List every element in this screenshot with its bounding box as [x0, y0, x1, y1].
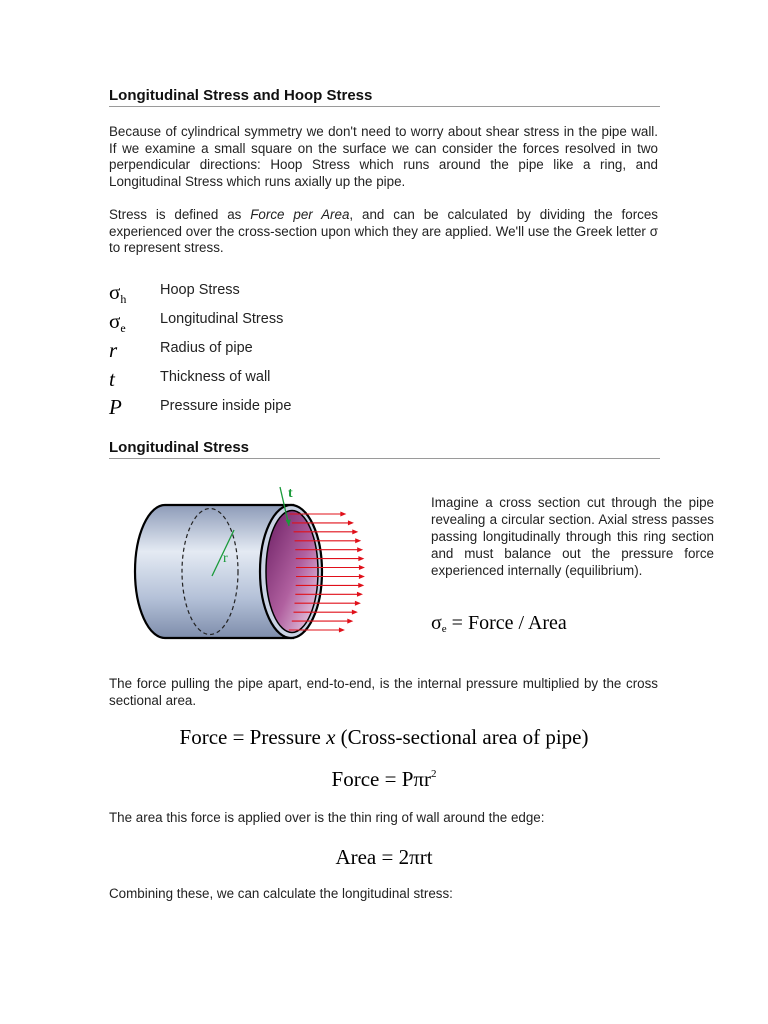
- pressure-arrowhead: [358, 556, 364, 561]
- symbol-label-longitudinal: Longitudinal Stress: [160, 311, 284, 327]
- symbol-label-hoop: Hoop Stress: [160, 282, 240, 298]
- definition-emphasis: Force per Area: [250, 207, 350, 222]
- symbol-label-thickness: Thickness of wall: [160, 369, 271, 385]
- stress-definition-paragraph: [109, 207, 658, 257]
- equation-force-pressure: Force = Pressure x (Cross-sectional area of pipe): [179, 725, 589, 749]
- pressure-arrowhead: [352, 529, 358, 534]
- equation-force-pi-r-squared: Force = Pπr$^2$: [331, 767, 437, 791]
- pressure-arrowhead: [340, 512, 346, 517]
- area-explanation-paragraph: The area this force is applied over is the thin ring of wall around the edge:: [109, 810, 545, 825]
- pressure-arrowhead: [355, 538, 361, 543]
- symbol-label-radius: Radius of pipe: [160, 340, 253, 356]
- section-heading-stress: Longitudinal Stress and Hoop Stress: [109, 87, 660, 107]
- force-explanation-paragraph: The force pulling the pipe apart, end-to-end, is the internal pressure multiplied by the cross sectional area.: [109, 676, 658, 708]
- pressure-arrowhead: [352, 610, 358, 615]
- pressure-arrowhead: [357, 547, 363, 552]
- definition-text-before: Stress is defined as: [109, 207, 251, 222]
- symbol-sigma-e: $\sigma_e$: [109, 309, 126, 335]
- intro-paragraph: Because of cylindrical symmetry we don't need to worry about shear stress in the pipe wall. If we examine a small square on the surface we can consider the forces resolved in two perpendicular directions: Hoop Stress which runs around the pipe like a ring, and Longitudinal Stress which runs axially up the pipe.: [109, 124, 658, 189]
- equation-area: Area = 2πrt: [335, 845, 433, 869]
- section-heading-longitudinal: Longitudinal Stress: [109, 439, 660, 459]
- symbol-t: t: [109, 367, 115, 391]
- label-t: t: [288, 486, 293, 501]
- combining-paragraph: Combining these, we can calculate the longitudinal stress:: [109, 886, 453, 901]
- symbol-label-pressure: Pressure inside pipe: [160, 398, 292, 414]
- label-r: r: [223, 551, 228, 566]
- cross-section-explanation: Imagine a cross section cut through the pipe revealing a circular section. Axial stress passes passing longitudinally through this ring section and must balance out the pressure force experienced internally (equilibrium).: [431, 495, 714, 578]
- symbol-sigma-h: $\sigma_h$: [109, 280, 127, 306]
- definition-text-after: , and can be calculated by dividing the forces experienced over the cross-section upon which they are applied. We'll use the Greek letter σ to represent stress.: [109, 207, 658, 256]
- pressure-arrowhead: [355, 601, 361, 606]
- pressure-arrowhead: [358, 583, 364, 588]
- pressure-arrowhead: [359, 574, 365, 579]
- symbol-p: P: [109, 395, 122, 419]
- pipe-end-ring: [260, 505, 322, 638]
- pipe-cross-section-diagram: [115, 478, 385, 648]
- pressure-arrowhead: [359, 565, 365, 570]
- pressure-arrowhead: [347, 619, 353, 624]
- symbol-r: r: [109, 338, 118, 362]
- pressure-arrowhead: [357, 592, 363, 597]
- pressure-arrowhead: [339, 628, 345, 633]
- pressure-arrowhead: [348, 520, 354, 525]
- equation-sigma-e: $\sigma_e$ = Force / Area: [431, 612, 567, 635]
